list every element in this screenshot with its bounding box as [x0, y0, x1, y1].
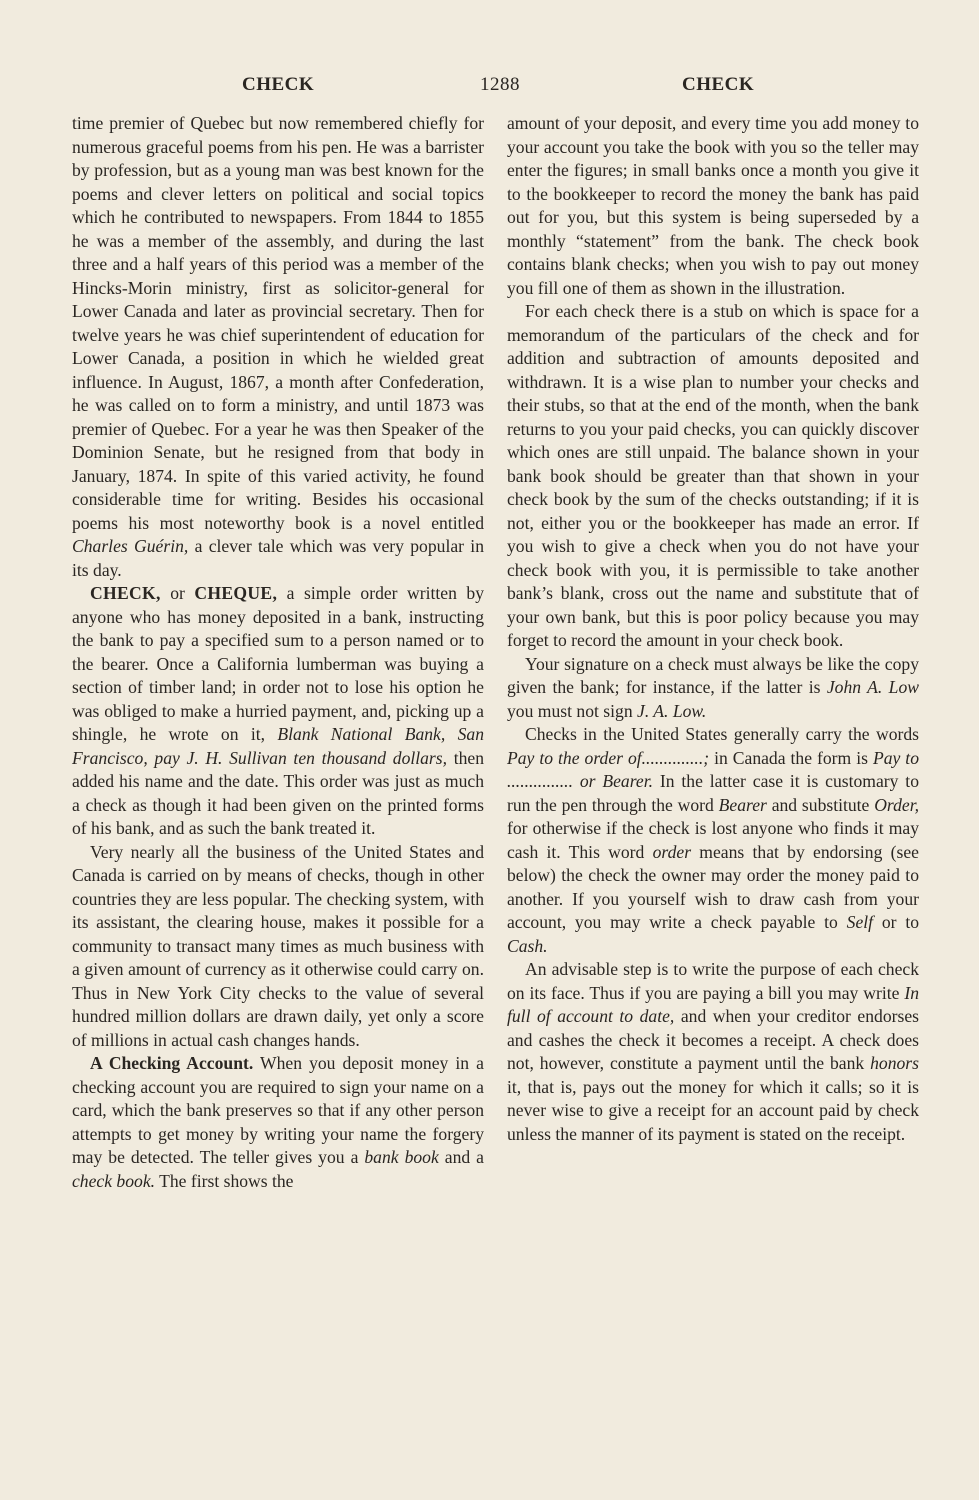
- running-head-right: CHECK: [682, 74, 755, 95]
- left-column: [72, 112, 484, 1193]
- page-number: 1288: [480, 74, 520, 95]
- headword-check: CHECK,: [90, 583, 161, 603]
- paragraph-deposit: amount of your deposit, and every time you add money to your account you take the book with you so the teller may enter the figures; in small banks once a month you give it to the bookkeeper to record the money the bank has paid out for you, but this system is being superseded by a monthly “statement” from the bank. The check book contains blank checks; when you wish to pay out money you fill one of them as shown in the illustration.: [507, 113, 919, 298]
- paragraph-check-entry: CHECK, or CHEQUE, a simple order written by anyone who has money deposited in a bank, instructing the bank to pay a specified sum to a person named or to the bearer. Once a California lumberman was buying a section of timber land; in order not to lose his option he was obliged to make a hurried payment, and, picking up a shingle, he wrote on it, Blank National Bank, San Francisco, pay J. H. Sullivan ten thousand dollars, then added his name and the date. This order was just as much a check as though it had been given on the printed forms of his bank, and as such the bank treated it.: [72, 583, 485, 838]
- paragraph-signature: Your signature on a check must always be like the copy given the bank; for instance, if the latter is John A. Low you must not sign J. A. Low.: [507, 653, 920, 721]
- subheading-checking-account: A Checking Account.: [90, 1053, 254, 1073]
- paragraph-checking-account: A Checking Account. When you deposit money in a checking account you are required to sign your name on a card, which the bank preserves so that if any other person attempts to get money by writing your name the forgery may be detected. The teller gives you a bank book and a check book. The first shows the: [72, 1053, 484, 1191]
- right-column: [507, 112, 919, 1146]
- running-head: [72, 74, 920, 100]
- headword-cheque: CHEQUE,: [194, 583, 278, 603]
- paragraph-purpose: An advisable step is to write the purpose of each check on its face. Thus if you are paying a bill you may write In full of account to date, and when your creditor endorses and cashes the check it becomes a receipt. A check does not, however, constitute a payment until the bank honors it, that is, pays out the money for which it calls; so it is never wise to give a receipt for an account paid by check unless the manner of its payment is stated on the receipt.: [507, 959, 919, 1144]
- paragraph-stub: For each check there is a stub on which is space for a memorandum of the particulars of the check and for addition and subtraction of amounts deposited and withdrawn. It is a wise plan to number your checks and their stubs, so that at the end of the month, when the bank returns to you your paid checks, you can quickly discover which ones are still unpaid. The balance shown in your bank book should be greater than that shown in your check book by the sum of the checks outstanding; if it is not, either you or the bookkeeper has made an error. If you wish to give a check when you do not have your check book with you, it is permissible to take another bank’s blank, cross out the name and substitute that of your own bank, but this is poor policy because you may forget to record the amount in your check book.: [507, 301, 919, 650]
- paragraph-business: Very nearly all the business of the United States and Canada is carried on by means of checks, though in other countries they are less popular. The checking system, with its assistant, the clearing house, makes it possible for a community to transact many times as much business with a given amount of currency as it otherwise could carry on. Thus in New York City checks to the value of several hundred million dollars are drawn daily, yet only a score of millions in actual cash changes hands.: [72, 841, 484, 1050]
- paragraph-continued: time premier of Quebec but now remembered chiefly for numerous graceful poems from his pen. He was a barrister by profession, but as a young man was best known for the poems and clever letters on political and social topics which he contributed to newspapers. From 1844 to 1855 he was a member of the assembly, and during the last three and a half years of this period was a member of the Hincks-Morin ministry, first as solicitor-general for Lower Canada and later as provincial secretary. Then for twelve years he was chief superintendent of education for Lower Canada, a position in which he wielded great influence. In August, 1867, a month after Confederation, he was called on to form a ministry, and until 1873 was premier of Quebec. For a year he was then Speaker of the Dominion Senate, but he resigned from that body in January, 1874. In spite of this varied activity, he found considerable time for writing. Besides his occasional poems his most noteworthy book is a novel entitled Charles Guérin, a clever tale which was very popular in its day.: [72, 113, 484, 580]
- running-head-left: CHECK: [242, 74, 315, 95]
- paragraph-pay-to-order: Checks in the United States generally carry the words Pay to the order of..............; in Canada the form is Pay to ............... or Bearer. In the latter case it is customary to run the pen through the word Bearer and substitute Order, for otherwise if the check is lost anyone who finds it may cash it. This word order means that by endorsing (see below) the check the owner may order the money paid to another. If you yourself wish to draw cash from your account, you may write a check payable to Self or to Cash.: [507, 724, 920, 956]
